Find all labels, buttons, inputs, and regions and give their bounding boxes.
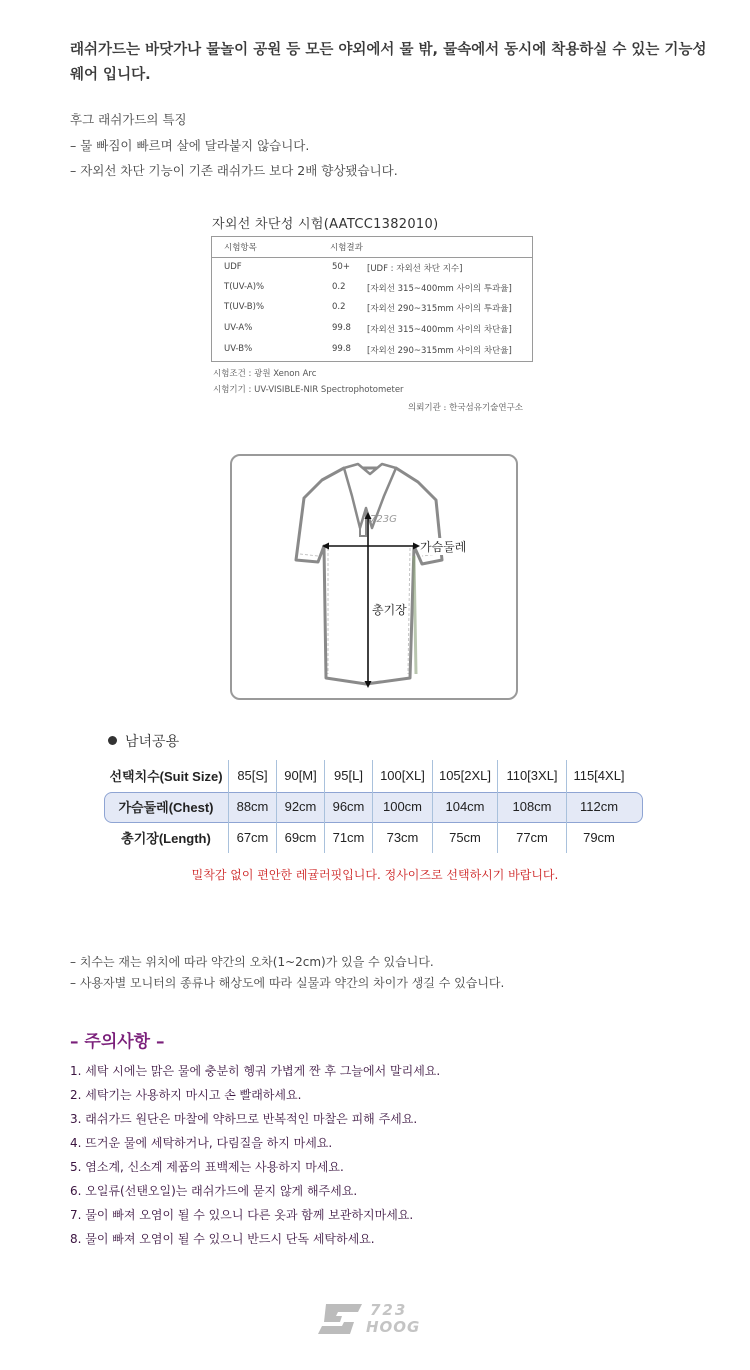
uv-test-table <box>211 236 533 362</box>
size-cell: 75cm <box>433 822 498 853</box>
unisex-text: 남녀공용 <box>125 734 180 750</box>
size-cell: 105[2XL] <box>433 760 498 791</box>
uv-cell-item: UV-A% <box>224 323 253 333</box>
caution-item: 5. 염소계, 신소계 제품의 표백제는 사용하지 마세요. <box>70 1160 344 1174</box>
size-cell: 85[S] <box>229 760 277 791</box>
uv-cell-note: [UDF : 자외선 차단 지수] <box>367 264 463 274</box>
shirt-chest-logo: 723G <box>370 514 397 525</box>
uv-table-header <box>212 237 532 258</box>
uv-test-condition: 시험조건 : 광원 Xenon Arc <box>213 369 317 379</box>
uv-cell-item: UV-B% <box>224 344 253 354</box>
polo-shirt-illustration <box>232 456 516 698</box>
uv-cell-value: 99.8 <box>332 344 351 354</box>
feature-item: – 자외선 차단 기능이 기존 래쉬가드 보다 2배 향상됐습니다. <box>70 163 398 178</box>
size-cell: 110[3XL] <box>498 760 567 791</box>
size-cell: 100cm <box>373 791 433 822</box>
size-cell: 77cm <box>498 822 567 853</box>
size-table <box>104 760 631 853</box>
measurement-diagram <box>230 454 518 700</box>
uv-row <box>212 319 532 339</box>
caution-item: 3. 래쉬가드 원단은 마찰에 약하므로 반복적인 마찰은 피해 주세요. <box>70 1112 418 1126</box>
size-row-label: 선택치수(Suit Size) <box>109 769 223 784</box>
size-cell: 69cm <box>277 822 325 853</box>
size-cell: 100[XL] <box>373 760 433 791</box>
size-cell: 112cm <box>567 791 632 822</box>
uv-header-result: 시험결과 <box>330 243 363 253</box>
size-cell: 88cm <box>229 791 277 822</box>
uv-test-instrument: 시험기기 : UV-VISIBLE-NIR Spectrophotometer <box>213 385 404 395</box>
chest-row <box>104 791 631 822</box>
uv-cell-note: [자외선 315~400mm 사이의 투과율] <box>367 284 512 294</box>
intro-text: 래쉬가드는 바닷가나 물놀이 공원 등 모든 야외에서 물 밖, 물속에서 동시에 착용하실 수 있는 기능성 웨어 입니다. <box>70 42 707 83</box>
disclaimer-item: – 치수는 재는 위치에 따라 약간의 오차(1~2cm)가 있을 수 있습니다. <box>70 955 434 969</box>
uv-cell-value: 50+ <box>332 262 350 272</box>
caution-item: 2. 세탁기는 사용하지 마시고 손 빨래하세요. <box>70 1088 302 1102</box>
feature-item: – 물 빠짐이 빠르며 살에 달라붙지 않습니다. <box>70 138 310 153</box>
size-cell: 108cm <box>498 791 567 822</box>
uv-cell-item: T(UV-A)% <box>224 282 265 292</box>
caution-title: – 주의사항 – <box>70 1032 165 1052</box>
size-cell: 73cm <box>373 822 433 853</box>
caution-item: 8. 물이 빠져 오염이 될 수 있으니 반드시 단독 세탁하세요. <box>70 1232 375 1246</box>
length-row <box>104 822 631 853</box>
uv-cell-note: [자외선 290~315mm 사이의 투과율] <box>367 304 512 314</box>
size-cell: 71cm <box>325 822 373 853</box>
uv-cell-value: 0.2 <box>332 282 346 292</box>
size-cell: 90[M] <box>277 760 325 791</box>
uv-row <box>212 258 532 278</box>
caution-item: 4. 뜨거운 물에 세탁하거나, 다림질을 하지 마세요. <box>70 1136 333 1150</box>
size-cell: 115[4XL] <box>567 760 632 791</box>
uv-header-item: 시험항목 <box>224 243 257 253</box>
logo-g-cut <box>340 1316 358 1322</box>
uv-test-title: 자외선 차단성 시험(AATCC1382010) <box>212 217 439 232</box>
size-cell: 92cm <box>277 791 325 822</box>
uv-test-organization: 의뢰기관 : 한국섬유기술연구소 <box>408 403 524 413</box>
uv-cell-value: 0.2 <box>332 302 346 312</box>
uv-cell-item: UDF <box>224 262 242 272</box>
size-cell: 96cm <box>325 791 373 822</box>
uv-cell-note: [자외선 290~315mm 사이의 차단율] <box>367 346 512 356</box>
size-cell: 104cm <box>433 791 498 822</box>
uv-row <box>212 298 532 318</box>
logo-text-top: 723 <box>370 1301 408 1319</box>
caution-item: 6. 오일류(선탠오일)는 래쉬가드에 묻지 않게 해주세요. <box>70 1184 358 1198</box>
side-stripe <box>414 556 416 674</box>
uv-cell-item: T(UV-B)% <box>224 302 265 312</box>
size-cell: 79cm <box>567 822 632 853</box>
caution-item: 7. 물이 빠져 오염이 될 수 있으니 다른 옷과 함께 보관하지마세요. <box>70 1208 414 1222</box>
disclaimer-item: – 사용자별 모니터의 종류나 해상도에 따라 실물과 약간의 차이가 생길 수 있습니다. <box>70 976 505 990</box>
chest-label: 가슴둘레 <box>420 540 467 554</box>
length-label: 총기장 <box>372 603 407 617</box>
uv-cell-value: 99.8 <box>332 323 351 333</box>
caution-item: 1. 세탁 시에는 맑은 물에 충분히 헹궈 가볍게 짠 후 그늘에서 말리세요. <box>70 1064 441 1078</box>
size-row <box>104 760 631 791</box>
uv-row <box>212 340 532 360</box>
size-cell: 95[L] <box>325 760 373 791</box>
logo-text-bottom: HOOG <box>366 1318 421 1336</box>
uv-row <box>212 278 532 298</box>
uv-cell-note: [자외선 315~400mm 사이의 차단율] <box>367 325 512 335</box>
fit-note: 밀착감 없이 편안한 레귤러핏입니다. 정사이즈로 선택하시기 바랍니다. <box>191 868 559 882</box>
size-cell: 67cm <box>229 822 277 853</box>
features-title: 후그 래쉬가드의 특징 <box>70 112 187 127</box>
size-row-label: 총기장(Length) <box>121 831 211 846</box>
size-row-label: 가슴둘레(Chest) <box>118 800 214 815</box>
brand-logo <box>318 1300 433 1340</box>
unisex-label <box>108 731 179 751</box>
bullet-icon <box>108 736 117 745</box>
